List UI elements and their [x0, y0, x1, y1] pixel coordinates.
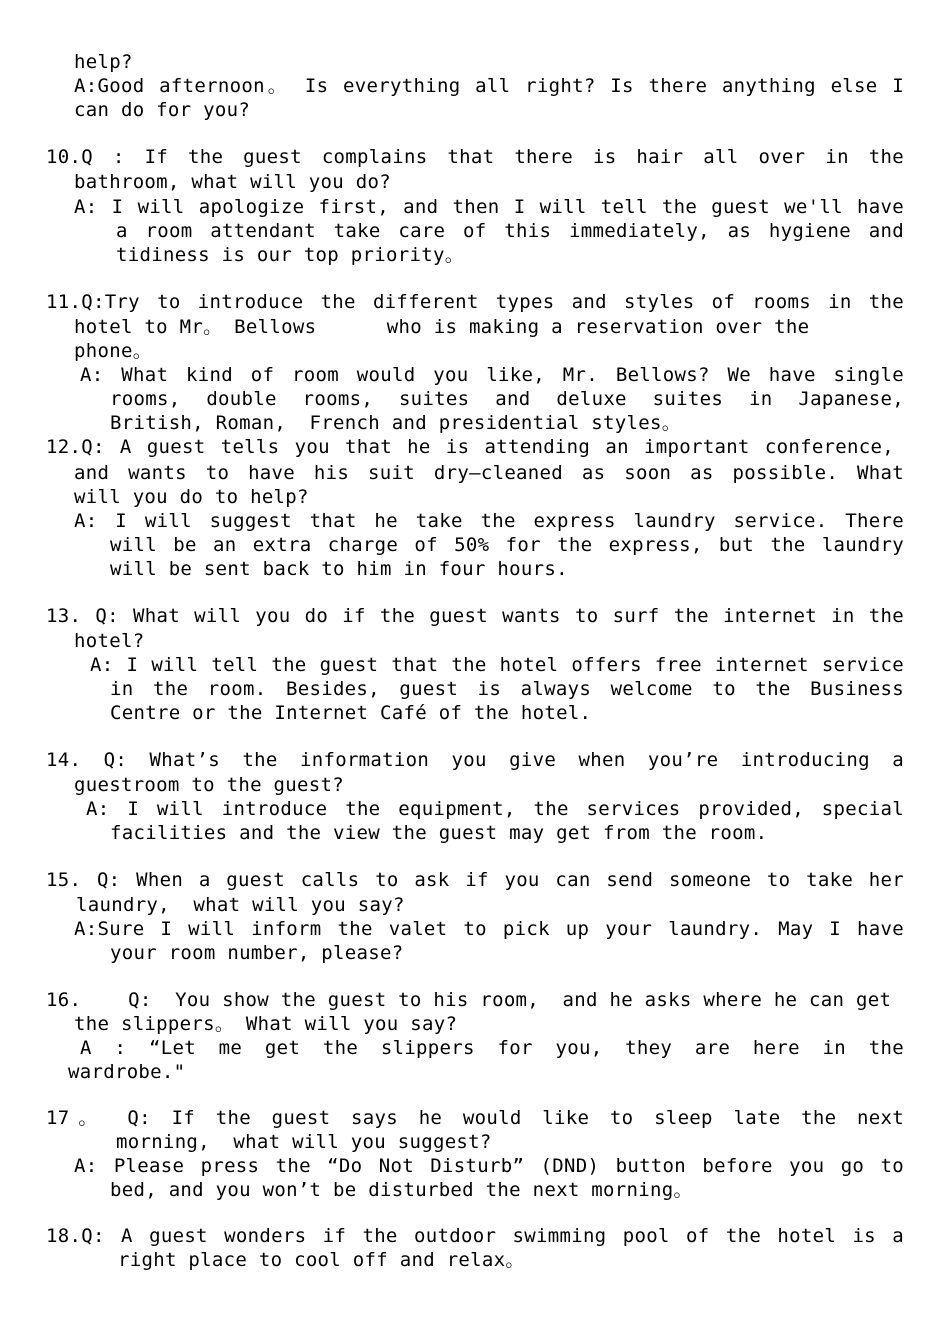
- text-line: and wants to have his suit dry—cleaned as soon as possible. What: [74, 462, 904, 484]
- text-line: laundry, what will you say?: [76, 894, 405, 916]
- text-line: rooms, double rooms, suites and deluxe suites in Japanese,: [110, 388, 904, 410]
- text-line: will be sent back to him in four hours.: [110, 558, 568, 580]
- text-line: guestroom to the guest?: [74, 774, 344, 796]
- question-12: 12.Q: A guest tells you that he is attending an important conference,: [46, 436, 894, 458]
- text-line: a room attendant take care of this immediately, as hygiene and: [116, 220, 904, 242]
- question-10: 10.Q : If the guest complains that there is hair all over in the: [46, 146, 904, 168]
- question-13: 13. Q: What will you do if the guest wants to surf the internet in the: [46, 605, 904, 627]
- text-line: wardrobe.": [68, 1061, 186, 1083]
- answer-13: A: I will tell the guest that the hotel offers free internet service: [90, 654, 904, 676]
- text-line: phone。: [74, 340, 152, 362]
- text-line: help?: [74, 51, 133, 73]
- answer-16: A : “Let me get the slippers for you, they are here in the: [80, 1037, 904, 1059]
- text-line: can do for you?: [74, 99, 251, 121]
- text-line: your room number, please?: [110, 942, 404, 964]
- question-14: 14. Q: What’s the information you give when you’re introducing a: [46, 749, 904, 771]
- text-line: the slippers。 What will you say?: [74, 1013, 458, 1035]
- question-11: 11.Q:Try to introduce the different types and styles of rooms in the: [46, 291, 904, 313]
- text-line: bathroom, what will you do?: [74, 171, 391, 193]
- answer-10: A: I will apologize first, and then I will tell the guest we'll have: [74, 196, 904, 218]
- text-line: will be an extra charge of 50% for the express, but the laundry: [110, 534, 904, 556]
- question-17: 17。 Q: If the guest says he would like to sleep late the next: [46, 1107, 904, 1129]
- answer-14: A: I will introduce the equipment, the services provided, special: [86, 798, 904, 820]
- answer-11: A: What kind of room would you like, Mr. Bellows? We have single: [80, 364, 904, 386]
- text-line: hotel to Mr。 Bellows who is making a reservation over the: [74, 316, 810, 338]
- answer-17: A: Please press the “Do Not Disturb” (DND) button before you go to: [74, 1155, 904, 1177]
- answer-12: A: I will suggest that he take the express laundry service. There: [74, 510, 904, 532]
- text-line: right place to cool off and relax。: [118, 1249, 525, 1271]
- text-line: bed, and you won’t be disturbed the next morning。: [110, 1179, 693, 1201]
- question-16: 16. Q: You show the guest to his room, and he asks where he can get: [46, 989, 892, 1011]
- text-line: morning, what will you suggest?: [116, 1131, 492, 1153]
- text-line: Centre or the Internet Café of the hotel.: [110, 702, 592, 724]
- question-15: 15. Q: When a guest calls to ask if you can send someone to take her: [46, 869, 904, 891]
- text-line: British, Roman, French and presidential styles。: [110, 412, 682, 434]
- question-18: 18.Q: A guest wonders if the outdoor swimming pool of the hotel is a: [46, 1225, 904, 1247]
- answer-15: A:Sure I will inform the valet to pick up your laundry. May I have: [74, 918, 904, 940]
- text-line: tidiness is our top priority。: [116, 244, 464, 266]
- text-line: facilities and the view the guest may get from the room.: [110, 822, 768, 844]
- text-line: hotel?: [74, 630, 145, 652]
- text-line: will you do to help?: [74, 486, 309, 508]
- text-line: A:Good afternoon。 Is everything all right? Is there anything else I: [74, 75, 904, 97]
- text-line: in the room. Besides, guest is always welcome to the Business: [110, 678, 904, 700]
